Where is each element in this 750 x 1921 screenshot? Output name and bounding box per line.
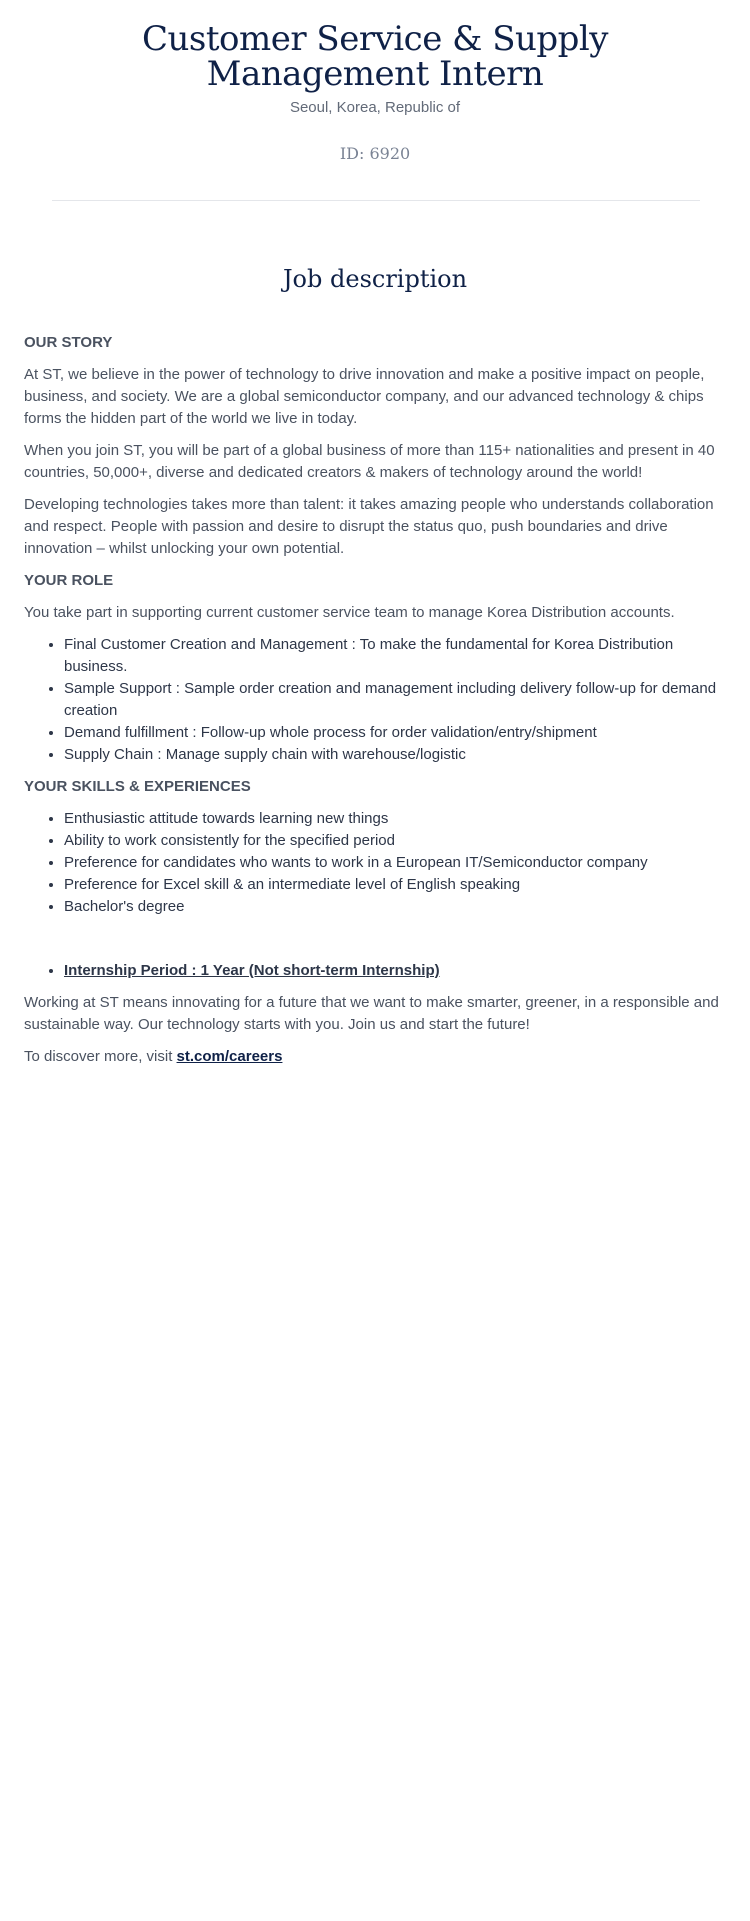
careers-link[interactable]: st.com/careers <box>176 1048 283 1065</box>
skills-heading: YOUR SKILLS & EXPERIENCES <box>24 778 251 795</box>
story-paragraph: When you join ST, you will be part of a global business of more than 115+ nationalities and present in 40 countries, 50,000+, diverse and dedicated creators & makers of technology around the world! <box>24 442 715 481</box>
discover-more <box>24 1046 724 1068</box>
job-description-body <box>24 332 724 1078</box>
story-paragraph: At ST, we believe in the power of technology to drive innovation and make a positive impact on people, business, and society. We are a global semiconductor company, and our advanced technology & chips forms the hidden part of the world we live in today. <box>24 366 705 427</box>
skill-item: • Preference for Excel skill & an intermediate level of English speaking <box>64 874 724 896</box>
spacer <box>24 928 724 960</box>
closing-paragraph: Working at ST means innovating for a future that we want to make smarter, greener, in a responsible and sustainable way. Our technology starts with you. Join us and start the future! <box>24 994 719 1033</box>
story-paragraph: Developing technologies takes more than talent: it takes amazing people who understands collaboration and respect. People with passion and desire to disrupt the status quo, push boundaries and drive innovation – whilst unlocking your own potential. <box>24 496 714 557</box>
role-item: • Sample Support : Sample order creation and management including delivery follow-up for demand creation <box>64 678 724 722</box>
role-item: • Final Customer Creation and Management : To make the fundamental for Korea Distribution business. <box>64 634 724 678</box>
internship-list <box>24 960 724 982</box>
job-title: Customer Service & Supply Management Intern <box>141 19 608 94</box>
skill-item: • Bachelor's degree <box>64 896 724 918</box>
job-id: ID: 6920 <box>339 144 411 163</box>
skill-item: • Preference for candidates who wants to work in a European IT/Semiconductor company <box>64 852 724 874</box>
discover-prefix: To discover more, visit <box>24 1048 177 1065</box>
section-title: Job description <box>282 265 468 293</box>
header-divider <box>52 200 700 201</box>
role-list <box>24 634 724 766</box>
job-header <box>0 19 750 164</box>
role-item: • Demand fulfillment : Follow-up whole process for order validation/entry/shipment <box>64 722 724 744</box>
internship-item <box>64 960 724 982</box>
skills-list <box>24 808 724 918</box>
story-heading: OUR STORY <box>24 334 113 351</box>
skill-item: • Enthusiastic attitude towards learning new things <box>64 808 724 830</box>
role-intro: You take part in supporting current customer service team to manage Korea Distribution accounts. <box>24 604 675 621</box>
job-location: Seoul, Korea, Republic of <box>289 99 461 116</box>
internship-period-note: Internship Period : 1 Year (Not short-term Internship) <box>64 962 440 979</box>
skill-item: • Ability to work consistently for the specified period <box>64 830 724 852</box>
role-heading: YOUR ROLE <box>24 572 114 589</box>
role-item: • Supply Chain : Manage supply chain with warehouse/logistic <box>64 744 724 766</box>
